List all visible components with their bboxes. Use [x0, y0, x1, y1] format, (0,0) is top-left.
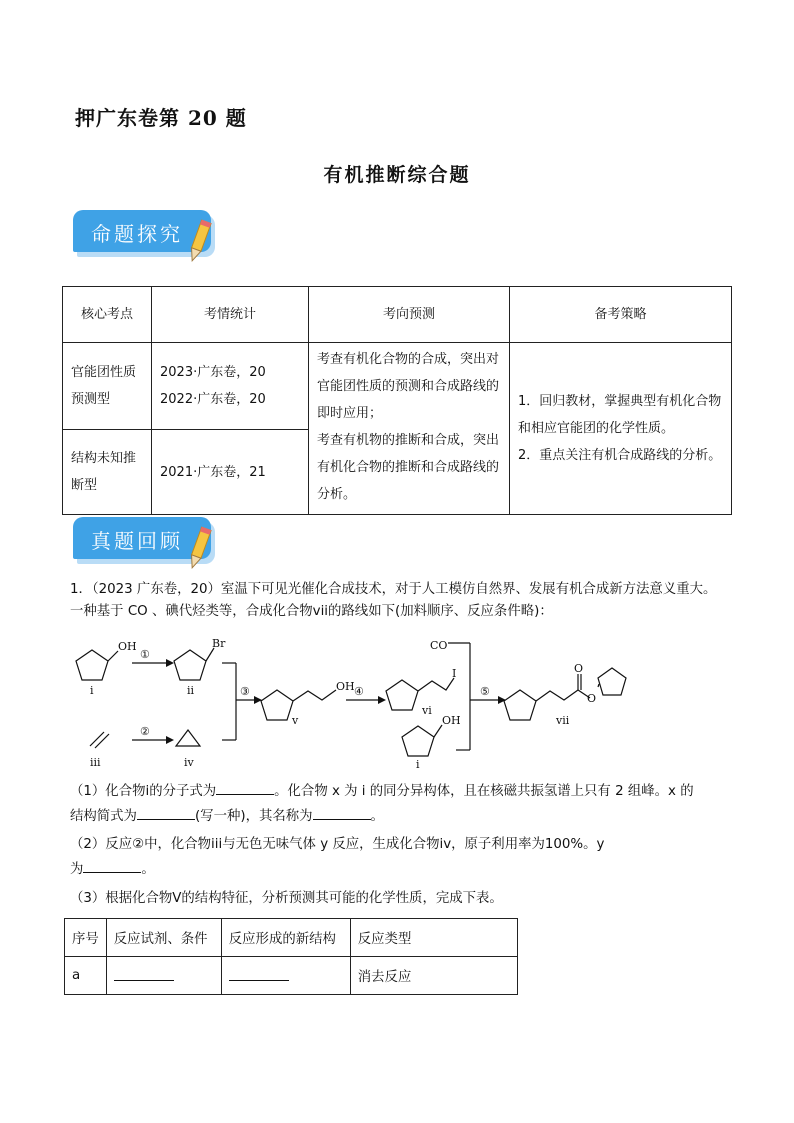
answer-cell[interactable]: [106, 957, 221, 995]
question-text: 为: [70, 862, 84, 877]
cyclopentane-ring: [261, 690, 293, 720]
badge-label: 真题回顾: [91, 529, 183, 553]
answer-blank[interactable]: [83, 858, 141, 873]
cyclopentane-ring: [386, 680, 418, 710]
table-header: 反应类型: [350, 919, 517, 957]
step-label: ③: [240, 685, 250, 698]
page-title: 押广东卷第 20 题: [75, 106, 247, 130]
compound-label: v: [292, 714, 299, 727]
compound-label: iv: [184, 756, 194, 769]
answer-blank[interactable]: [216, 780, 274, 795]
compound-label: vi: [422, 704, 432, 717]
step-label: ⑤: [480, 685, 490, 698]
stat-line: 2021·广东卷，21: [160, 464, 266, 480]
oh-group: OH: [336, 680, 355, 693]
question-text: 。: [141, 862, 155, 877]
cyclopentane-ring: [174, 650, 206, 680]
synthesis-scheme: [60, 628, 740, 770]
step-label: ②: [140, 725, 150, 738]
question-text: 。: [370, 809, 384, 824]
question-3: （3）根据化合物Ⅴ的结构特征，分析预测其可能的化学性质，完成下表。: [70, 891, 503, 906]
oxygen-atom: O: [574, 662, 584, 675]
strategy-cell: [510, 343, 732, 515]
answer-blank[interactable]: [313, 805, 371, 820]
section-badge-review: [73, 517, 223, 569]
question-2: [70, 834, 740, 881]
cyclopentane-ring: [402, 726, 434, 756]
table-header: 核心考点: [63, 287, 152, 343]
co-reagent: CO: [430, 639, 448, 652]
compound-label: i: [90, 684, 94, 697]
answer-cell[interactable]: [221, 957, 350, 995]
table-header: 序号: [65, 919, 107, 957]
forecast-line: 考查有机物的推断和合成，突出有机化合物的推断和合成路线的分析。: [317, 433, 500, 502]
compound-label: iii: [90, 756, 101, 769]
page-subtitle: 有机推断综合题: [323, 164, 471, 186]
compound-label: vii: [556, 714, 570, 727]
intro-line: 1．（2023 广东卷，20）室温下可见光催化合成技术，对于人工模仿自然界、发展有机合成新方法意义重大。: [70, 582, 717, 597]
answer-blank[interactable]: [114, 966, 174, 981]
question-text: （2）反应②中，化合物iii与无色无味气体 y 反应，生成化合物iv，原子利用率为100%。y: [70, 837, 605, 852]
intro-line: 一种基于 CO 、碘代烃类等，合成化合物vii的路线如下(加料顺序、反应条件略)：: [70, 604, 553, 619]
cyclopentane-ring: [76, 650, 108, 680]
answer-blank[interactable]: [137, 805, 195, 820]
question-text: 。化合物 x 为 i 的同分异构体，且在核磁共振氢谱上只有 2 组峰。x 的: [274, 784, 694, 799]
iodo-group: I: [452, 667, 457, 680]
stat-line: 2023·广东卷，20: [160, 365, 266, 380]
table-header: 反应试剂、条件: [106, 919, 221, 957]
answer-blank[interactable]: [229, 966, 289, 981]
badge-label: 命题探究: [91, 222, 183, 246]
step-label: ①: [140, 648, 150, 661]
stats-cell-1: [152, 343, 309, 430]
question-intro: [70, 579, 770, 623]
forecast-cell: [309, 343, 510, 515]
question-text: 结构简式为: [70, 809, 137, 824]
cyclopentane-ring: [504, 690, 536, 720]
exam-analysis-table: [62, 286, 732, 515]
br-group: Br: [212, 637, 226, 650]
reaction-type: 消去反应: [350, 957, 517, 995]
section-badge-explore: [73, 210, 223, 262]
question-text: （1）化合物i的分子式为: [70, 784, 217, 799]
core-point-1: 官能团性质预测型: [63, 343, 152, 430]
question-1: [70, 780, 740, 828]
compound-label: ii: [187, 684, 195, 697]
table-header: 反应形成的新结构: [221, 919, 350, 957]
strategy-line: 2．重点关注有机合成路线的分析。: [518, 448, 722, 463]
property-table: [64, 918, 518, 995]
table-header: 考情统计: [152, 287, 309, 343]
question-text: (写一种)，其名称为: [194, 809, 313, 824]
compound-label: i: [416, 758, 420, 770]
oh-group: OH: [442, 714, 461, 727]
oh-group: OH: [118, 640, 137, 653]
step-label: ④: [354, 685, 364, 698]
core-point-2: 结构未知推断型: [63, 430, 152, 515]
oxygen-atom: O: [587, 692, 597, 705]
cyclopentane-ring: [598, 668, 626, 695]
strategy-line: 1．回归教材，掌握典型有机化合物和相应官能团的化学性质。: [518, 394, 722, 436]
table-header: 考向预测: [309, 287, 510, 343]
forecast-line: 考查有机化合物的合成，突出对官能团性质的预测和合成路线的即时应用；: [317, 352, 500, 421]
row-id: a: [65, 957, 107, 995]
stat-line: 2022·广东卷，20: [160, 392, 266, 407]
stats-cell-2: [152, 430, 309, 515]
table-header: 备考策略: [510, 287, 732, 343]
